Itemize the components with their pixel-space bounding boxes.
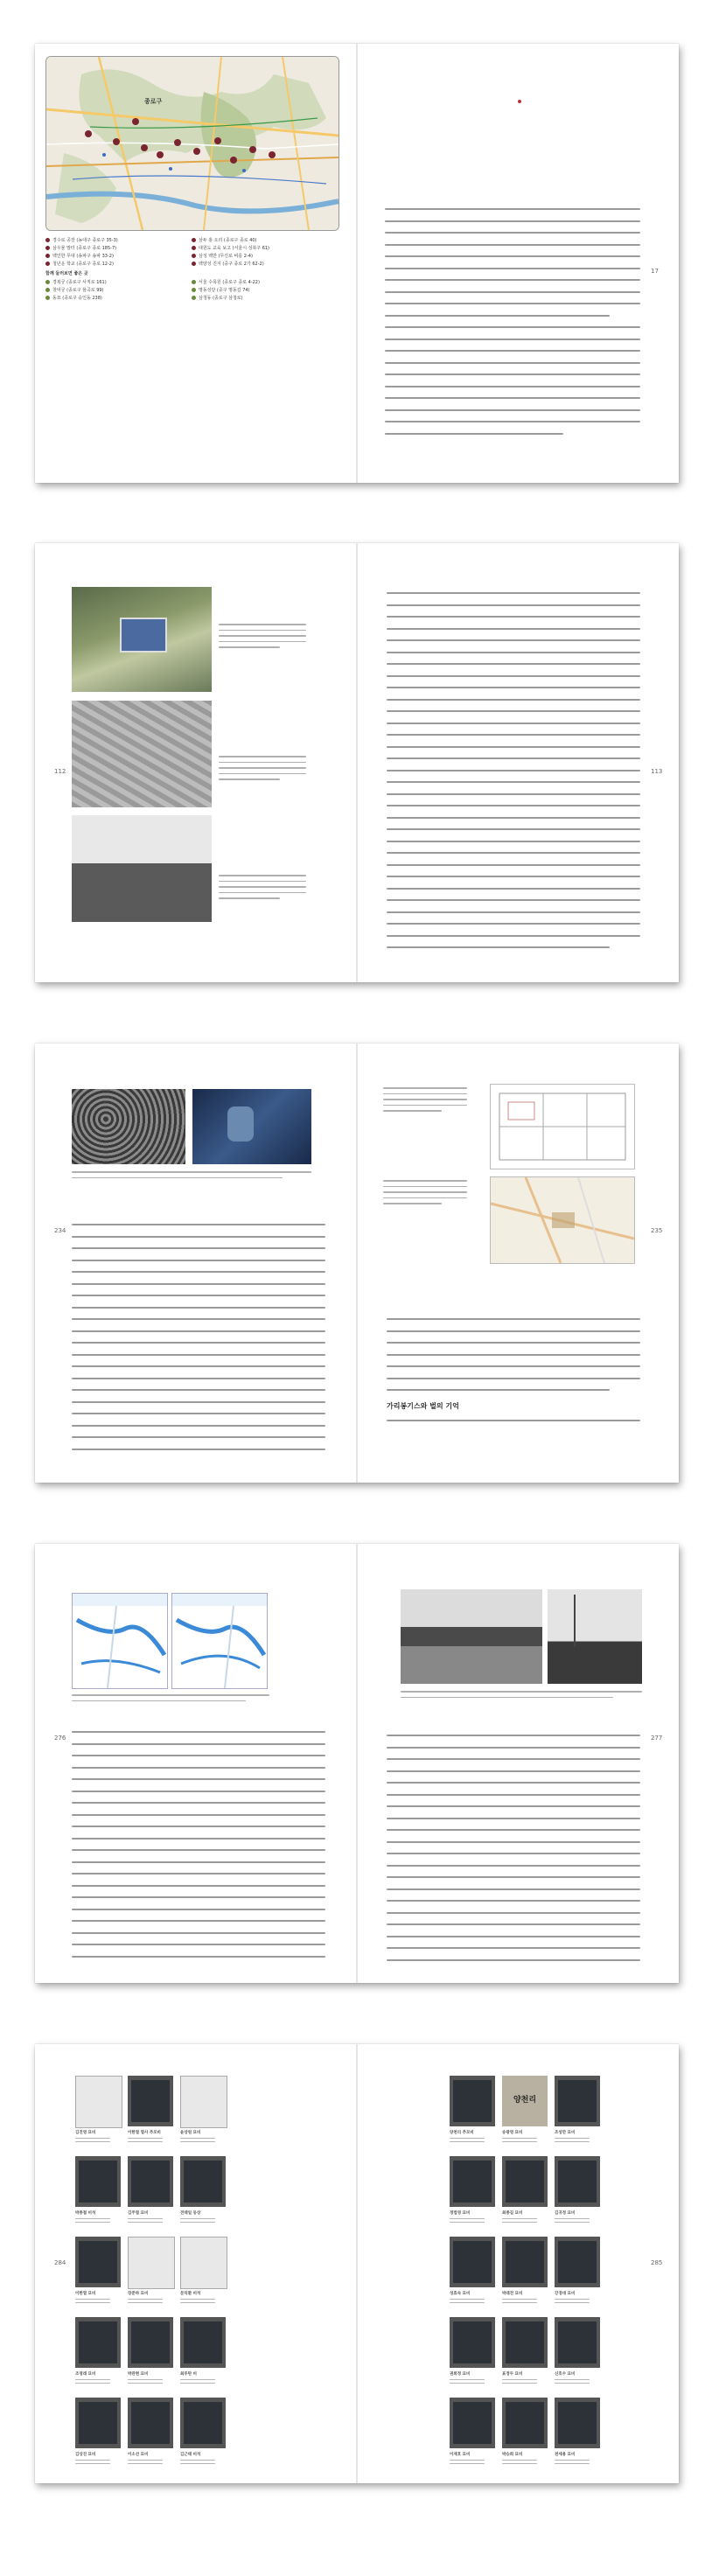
memorial-caption: 김진영 묘비 bbox=[75, 2130, 110, 2145]
memorial-caption: 정법영 묘비 bbox=[450, 2210, 485, 2225]
gutter bbox=[356, 44, 358, 483]
memorial-caption: 박관현 묘비 bbox=[128, 2371, 163, 2386]
memorial-photo bbox=[502, 2237, 548, 2287]
legend-main bbox=[45, 236, 338, 268]
photo-crowd-street bbox=[72, 1089, 185, 1164]
memorial-photo bbox=[180, 2156, 226, 2207]
memorial-caption: 박종철 비석 bbox=[75, 2210, 110, 2225]
memorial-caption: 김주열 묘비 bbox=[128, 2210, 163, 2225]
body-text bbox=[387, 592, 640, 959]
photo-aerial-bw bbox=[72, 701, 212, 807]
pin-icon bbox=[45, 262, 50, 266]
memorial-caption: 문익환 비석 bbox=[180, 2291, 215, 2306]
page-number: 113 bbox=[651, 768, 663, 775]
memorial-caption: 이한열 열사 추모비 bbox=[128, 2130, 163, 2145]
plan-caption bbox=[383, 1087, 467, 1116]
memorial-photo-featured bbox=[502, 2076, 548, 2126]
photo-overpass-bw bbox=[401, 1589, 542, 1684]
memorial-caption: 김상진 묘비 bbox=[75, 2452, 110, 2467]
memorial-photo bbox=[555, 2156, 600, 2207]
memorial-photo bbox=[180, 2076, 227, 2128]
area-map bbox=[490, 1176, 635, 1264]
pin-icon bbox=[192, 238, 196, 242]
legend-item: 경복궁 (종로구 사직로 161) bbox=[45, 278, 192, 286]
route-map-right bbox=[171, 1593, 268, 1689]
pin-icon bbox=[192, 262, 196, 266]
route-map-graphic bbox=[172, 1594, 267, 1688]
pin-icon bbox=[45, 238, 50, 242]
gutter bbox=[356, 2044, 358, 2483]
pin-icon bbox=[45, 288, 50, 292]
memorial-caption: 김근태 비석 bbox=[180, 2452, 215, 2467]
memorial-photo bbox=[75, 2317, 121, 2368]
pin-icon bbox=[192, 246, 196, 250]
pin-icon bbox=[192, 288, 196, 292]
legend-sub bbox=[45, 278, 338, 302]
memorial-photo bbox=[180, 2237, 227, 2289]
pin-icon bbox=[192, 254, 196, 258]
memorial-photo bbox=[450, 2076, 495, 2126]
photo-caption bbox=[72, 1171, 311, 1183]
memorial-caption: 성효숙 묘비 bbox=[450, 2291, 485, 2306]
memorial-caption: 전태일 동상 bbox=[180, 2210, 215, 2225]
page-number: 234 bbox=[54, 1227, 66, 1234]
legend-item: 삼두 홍 오리 (종로구 종로 40) bbox=[192, 236, 338, 244]
map-legend bbox=[45, 236, 338, 302]
legend-item: 청년운 학교 (종로구 종로 12-2) bbox=[45, 260, 192, 268]
floor-plan-drawing bbox=[490, 1084, 635, 1169]
pin-icon bbox=[45, 280, 50, 284]
page-number: 276 bbox=[54, 1735, 66, 1742]
memorial-photo bbox=[128, 2076, 173, 2126]
memorial-photo bbox=[75, 2156, 121, 2207]
memorial-caption: 조영래 묘비 bbox=[75, 2371, 110, 2386]
memorial-caption: 신호수 묘비 bbox=[555, 2371, 590, 2386]
section-subheading: 가리봉기스와 벌의 기억 bbox=[387, 1401, 459, 1410]
memorial-caption: 이재호 묘비 bbox=[450, 2452, 485, 2467]
route-map-left bbox=[72, 1593, 168, 1689]
featured-stone-label: 양천리 bbox=[513, 2096, 537, 2105]
legend-item: 동묘 (종로구 숭인동 238) bbox=[45, 294, 192, 302]
memorial-photo bbox=[450, 2156, 495, 2207]
legend-item: 경수로 공장 (농대구 종로구 35-3) bbox=[45, 236, 192, 244]
body-text bbox=[72, 1224, 325, 1460]
legend-item: 대원도 교육 보고 (서울시 성북구 61) bbox=[192, 244, 338, 252]
legend-item: 백양성 진지 (중구 종로 2가 62-2) bbox=[192, 260, 338, 268]
photo-building-aerial bbox=[72, 587, 212, 692]
spread-2 bbox=[35, 543, 679, 982]
legend-item: 백인한 무대 (송파구 송파 33-2) bbox=[45, 252, 192, 260]
memorial-photo bbox=[555, 2237, 600, 2287]
photo-factory-workers bbox=[192, 1089, 311, 1164]
memorial-photo bbox=[450, 2317, 495, 2368]
memorial-photo bbox=[180, 2317, 226, 2368]
page-number: 112 bbox=[54, 768, 66, 775]
memorial-photo bbox=[555, 2398, 600, 2448]
memorial-photo bbox=[502, 2398, 548, 2448]
memorial-photo bbox=[555, 2076, 600, 2126]
memorial-caption: 이소선 묘비 bbox=[128, 2452, 163, 2467]
photo-caption bbox=[219, 875, 306, 904]
page-number: 285 bbox=[651, 2259, 663, 2266]
memorial-caption: 장준하 묘비 bbox=[128, 2291, 163, 2306]
page-number: 17 bbox=[651, 268, 659, 275]
memorial-photo bbox=[75, 2076, 122, 2128]
legend-item: 삼성 백반 (무진로 비를 2-4) bbox=[192, 252, 338, 260]
pin-icon bbox=[45, 246, 50, 250]
map-district-label: 종로구 bbox=[144, 98, 163, 105]
gutter bbox=[356, 543, 358, 982]
legend-item: 명동성당 (중구 명동길 74) bbox=[192, 286, 338, 294]
legend-item: 삼청동 (종로구 삼청로) bbox=[192, 294, 338, 302]
body-text bbox=[72, 1731, 325, 1967]
memorial-photo bbox=[75, 2237, 121, 2287]
memorial-photo bbox=[502, 2156, 548, 2207]
photo-caption bbox=[219, 624, 306, 653]
memorial-caption: 송광영 묘비 bbox=[502, 2130, 537, 2145]
photo-caption bbox=[219, 756, 306, 785]
map-graphic bbox=[46, 57, 339, 230]
legend-item: 서울 수목원 (종로구 종로 4-22) bbox=[192, 278, 338, 286]
memorial-caption: 이한열 묘비 bbox=[75, 2291, 110, 2306]
memorial-photo bbox=[128, 2317, 173, 2368]
memorial-caption: 표정두 묘비 bbox=[502, 2371, 537, 2386]
photo-protest-bw bbox=[548, 1589, 642, 1684]
page-number: 284 bbox=[54, 2259, 66, 2266]
legend-item: 삼우물 말터 (종로구 종로 185-7) bbox=[45, 244, 192, 252]
memorial-caption: 윤상원 묘비 bbox=[180, 2130, 215, 2145]
memorial-photo bbox=[128, 2237, 175, 2289]
memorial-caption: 조성만 묘비 bbox=[555, 2130, 590, 2145]
spread-1 bbox=[35, 44, 679, 483]
memorial-photo bbox=[555, 2317, 600, 2368]
memorial-photo bbox=[450, 2398, 495, 2448]
route-map-graphic bbox=[73, 1594, 167, 1688]
memorial-caption: 박승희 묘비 bbox=[502, 2452, 537, 2467]
memorial-caption: 천세용 묘비 bbox=[555, 2452, 590, 2467]
body-text bbox=[387, 1318, 640, 1431]
memorial-caption: 박래전 묘비 bbox=[502, 2291, 537, 2306]
decorative-dot bbox=[518, 100, 521, 103]
district-map bbox=[45, 56, 339, 231]
pin-icon bbox=[192, 296, 196, 300]
photo-crowd-bw bbox=[72, 815, 212, 922]
memorial-photo bbox=[502, 2317, 548, 2368]
map-caption bbox=[383, 1180, 467, 1209]
memorial-photo bbox=[75, 2398, 121, 2448]
memorial-photo bbox=[128, 2156, 173, 2207]
spread-4 bbox=[35, 1544, 679, 1983]
memorial-caption: 강경대 묘비 bbox=[555, 2291, 590, 2306]
body-text bbox=[385, 208, 640, 444]
gutter bbox=[356, 1044, 358, 1483]
legend-subheading: 함께 둘러보면 좋은 곳 bbox=[45, 271, 88, 276]
memorial-caption: 최루탄 비 bbox=[180, 2371, 215, 2386]
memorial-caption: 권희정 묘비 bbox=[450, 2371, 485, 2386]
memorial-caption: 최종길 묘비 bbox=[502, 2210, 537, 2225]
spread-3 bbox=[35, 1044, 679, 1483]
memorial-caption: 양천리 추모비 bbox=[450, 2130, 485, 2145]
map-caption bbox=[72, 1694, 269, 1706]
legend-item: 창덕궁 (종로구 율곡로 99) bbox=[45, 286, 192, 294]
page-number: 277 bbox=[651, 1735, 663, 1742]
area-map-graphic bbox=[491, 1177, 634, 1263]
memorial-photo bbox=[128, 2398, 173, 2448]
body-text bbox=[387, 1735, 640, 1971]
gutter bbox=[356, 1544, 358, 1983]
photo-caption bbox=[401, 1691, 642, 1702]
pin-icon bbox=[192, 280, 196, 284]
spread-5 bbox=[35, 2044, 679, 2483]
memorial-caption: 김귀정 묘비 bbox=[555, 2210, 590, 2225]
page-number: 235 bbox=[651, 1227, 663, 1234]
memorial-photo bbox=[180, 2398, 226, 2448]
pin-icon bbox=[45, 254, 50, 258]
pin-icon bbox=[45, 296, 50, 300]
memorial-photo bbox=[450, 2237, 495, 2287]
floor-plan-graphic bbox=[491, 1085, 634, 1169]
